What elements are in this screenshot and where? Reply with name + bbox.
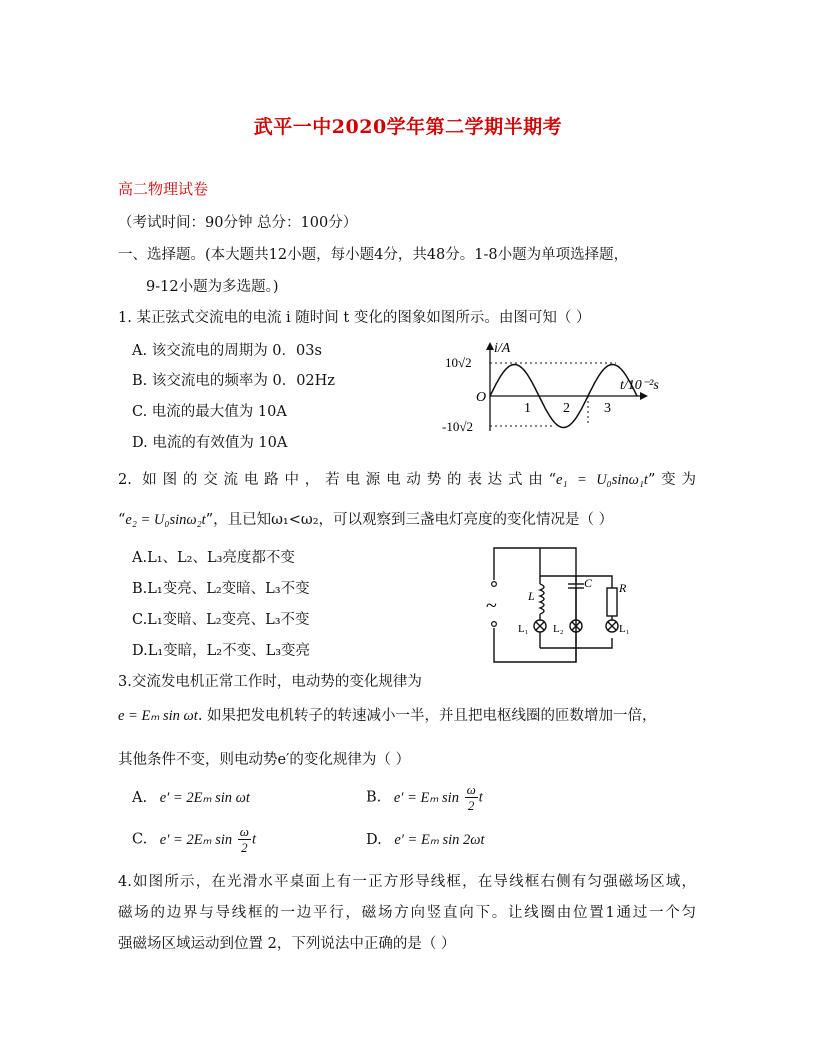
q3-option-b-formula: e′ = Eₘ sin (393, 789, 459, 806)
q2-line1-prefix: 2. 如图的交流电路中，若电源电动势的表达式由“ (118, 472, 557, 488)
q3-option-c-formula: e′ = 2Eₘ sin (159, 831, 233, 848)
inductor-coil-icon (540, 584, 544, 614)
q3-option-d (366, 832, 485, 849)
q2-circuit-diagram (478, 540, 638, 668)
x-tick-2: 2 (563, 401, 570, 416)
q2-option-a: A.L₁、L₂、L₃亮度都不变 (132, 550, 295, 566)
q3-line3: 其他条件不变，则电动势e′的变化规律为（ ） (118, 752, 410, 768)
q1-option-a: A. 该交流电的周期为 0．03s (132, 343, 322, 359)
q1-option-d: D. 电流的有效值为 10A (132, 435, 288, 451)
q1-current-graph (440, 336, 676, 438)
q3-option-b-label: B. (366, 789, 382, 806)
x-tick-3: 3 (604, 401, 611, 416)
y-axis-arrow-icon (486, 342, 494, 350)
q3-option-c-t: t (251, 831, 256, 848)
lamp-l1-label: L₁ (518, 623, 529, 635)
q3-option-c-denominator: 2 (241, 840, 248, 855)
source-terminal-top (492, 582, 497, 587)
q2-line2-suffix: ”，且已知ω₁<ω₂，可以观察到三盏电灯亮度的变化情况是（ ） (205, 512, 614, 528)
exam-title: 武平一中2020学年第二学期半期考 (253, 116, 563, 138)
q3-option-b-numerator: ω (466, 782, 476, 797)
lamp-l1-cross (536, 622, 544, 630)
lamp-l3-label: L₁ (619, 623, 630, 635)
y-axis-label: i/A (494, 341, 511, 356)
q1-stem: 1. 某正弦式交流电的电流 i 随时间 t 变化的图象如图所示。由图可知（ ） (118, 310, 591, 326)
subject-heading: 高二物理试卷 (118, 180, 209, 198)
source-terminal-bottom (492, 622, 497, 627)
q3-option-a-label: A. (132, 790, 148, 806)
q2-line2 (118, 508, 613, 529)
x-tick-1: 1 (524, 401, 531, 416)
q3-option-a-formula: e′ = 2Eₘ sin ωt (159, 790, 250, 806)
q2-formula-e1: e₁ = U₀sinω₁t (556, 472, 648, 488)
lamp-l2-label: L₂ (553, 623, 564, 635)
resistor-icon (607, 588, 617, 616)
q3-option-c-numerator: ω (239, 824, 249, 839)
q2-line1-suffix: ”变为 (647, 472, 696, 488)
origin-label: O (476, 390, 487, 405)
exam-info: （考试时间：90分钟 总分：100分） (118, 215, 358, 231)
q3-formula: e = Eₘ sin ωt (118, 708, 198, 724)
q3-option-a (132, 790, 250, 807)
q3-stem: 3.交流发电机正常工作时，电动势的变化规律为 (118, 674, 422, 690)
q4-line2: 磁场的边界与导线框的一边平行，磁场方向竖直向下。让线圈由位置1通过一个匀 (118, 905, 696, 921)
q2-option-b: B.L₁变亮、L₂变暗、L₃不变 (132, 581, 310, 597)
section-heading-line2: 9-12小题为多选题。) (146, 279, 279, 295)
x-axis-arrow-icon (640, 392, 648, 400)
lamp-l3-cross (608, 622, 616, 630)
q3-option-b-t: t (478, 789, 483, 806)
q2-option-d: D.L₁变暗，L₂不变、L₃变亮 (132, 643, 311, 659)
q1-option-c: C. 电流的最大值为 10A (132, 404, 287, 420)
q4-line1: 4.如图所示，在光滑水平桌面上有一正方形导线框，在导线框右侧有匀强磁场区域， (118, 874, 696, 890)
resistor-label: R (619, 581, 627, 595)
q3-option-d-formula: e′ = Eₘ sin 2ωt (394, 832, 485, 848)
q3-option-c-label: C. (132, 831, 148, 848)
q2-line1 (118, 468, 696, 489)
x-axis-label: t/10⁻²s (620, 378, 659, 393)
q3-option-b-denominator: 2 (467, 798, 475, 813)
q3-option-c-fraction (238, 824, 251, 855)
q2-option-c: C.L₁变暗、L₂变亮、L₃不变 (132, 612, 310, 628)
q3-option-b (366, 782, 483, 813)
section-heading-line1: 一、选择题。(本大题共12小题，每小题4分，共48分。1-8小题为单项选择题， (118, 247, 629, 263)
y-max-label: 10√2 (445, 355, 472, 370)
q4-line3: 强磁场区域运动到位置 2，下列说法中正确的是（ ） (118, 936, 456, 952)
capacitor-label: C (584, 576, 593, 590)
ac-source-icon: ~ (486, 595, 497, 617)
inductor-label: L (528, 589, 535, 603)
q2-line2-prefix: “ (118, 512, 126, 528)
q3-line2 (118, 704, 657, 725)
q3-option-d-label: D. (366, 832, 382, 848)
circuit-outer-wire (494, 548, 576, 662)
q3-line2-suffix: . 如果把发电机转子的转速减小一半，并且把电枢线圈的匝数增加一倍， (197, 708, 657, 724)
y-min-label: -10√2 (442, 419, 473, 434)
q3-option-c (132, 824, 256, 855)
q3-option-b-fraction (465, 782, 478, 813)
q1-option-b: B. 该交流电的频率为 0．02Hz (132, 373, 335, 389)
q2-formula-e2: e₂ = U₀sinω₂t (125, 512, 206, 528)
